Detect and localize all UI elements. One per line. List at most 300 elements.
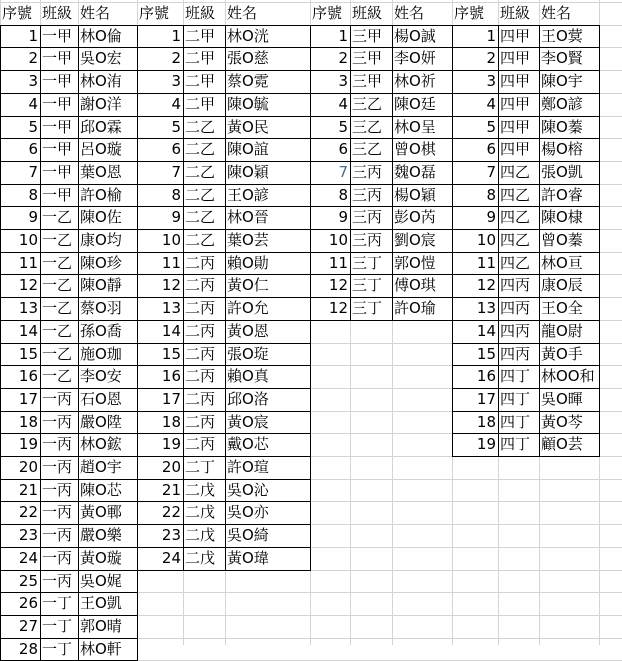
cell-name[interactable]: 嚴O樂	[80, 526, 122, 545]
cell-seq[interactable]: 13	[161, 299, 181, 318]
cell-seq[interactable]: 6	[171, 140, 181, 159]
cell-class[interactable]: 一丙	[42, 458, 73, 476]
cell-name[interactable]: 魏O磊	[394, 162, 436, 181]
cell-name[interactable]: 黃O璇	[80, 548, 122, 567]
cell-name[interactable]: 龍O尉	[541, 321, 583, 340]
cell-seq[interactable]: 21	[18, 480, 38, 499]
cell-class[interactable]: 四甲	[500, 117, 531, 136]
cell-seq[interactable]: 17	[476, 389, 496, 408]
cell-seq[interactable]: 6	[338, 140, 348, 159]
cell-border	[0, 570, 138, 571]
cell-seq[interactable]: 13	[476, 299, 496, 318]
cell-seq[interactable]: 3	[28, 72, 38, 91]
cell-class[interactable]: 二戊	[185, 503, 216, 522]
cell-class[interactable]: 二乙	[185, 162, 216, 181]
cell-class[interactable]: 三丁	[352, 276, 383, 295]
cell-seq[interactable]: 11	[328, 253, 348, 272]
cell-seq[interactable]: 18	[18, 412, 38, 431]
cell-class[interactable]: 一乙	[42, 231, 73, 249]
cell-class[interactable]: 四乙	[500, 253, 531, 272]
header-name-3[interactable]: 姓名	[394, 4, 425, 22]
cell-name[interactable]: 郭O愷	[394, 253, 436, 272]
cell-name[interactable]: 蔡O羽	[80, 299, 122, 318]
cell-seq[interactable]: 2	[486, 49, 496, 68]
cell-border	[0, 501, 138, 502]
cell-border	[0, 479, 138, 480]
cell-border	[310, 184, 453, 185]
cell-seq[interactable]: 10	[476, 231, 496, 249]
cell-class[interactable]: 一乙	[42, 344, 73, 363]
header-seq-2[interactable]: 序號	[139, 4, 170, 22]
cell-class[interactable]: 一甲	[42, 94, 73, 113]
cell-border	[137, 479, 311, 480]
cell-seq[interactable]: 7	[171, 162, 181, 181]
cell-name[interactable]: 吳O綺	[227, 526, 269, 545]
header-class-1[interactable]: 班級	[42, 4, 73, 22]
cell-seq[interactable]: 20	[161, 458, 181, 476]
cell-class[interactable]: 二乙	[185, 140, 216, 159]
cell-seq[interactable]: 20	[18, 458, 38, 476]
cell-class[interactable]: 四乙	[500, 231, 531, 249]
cell-seq[interactable]: 1	[28, 26, 38, 45]
cell-border	[310, 274, 453, 275]
cell-seq[interactable]: 16	[161, 367, 181, 386]
cell-class[interactable]: 三甲	[352, 49, 383, 68]
cell-seq[interactable]: 10	[328, 231, 348, 249]
cell-seq[interactable]: 8	[338, 185, 348, 204]
cell-seq[interactable]: 9	[171, 208, 181, 227]
cell-class[interactable]: 二戊	[185, 480, 216, 499]
cell-name[interactable]: 彭O芮	[394, 208, 436, 227]
cell-border	[452, 388, 600, 389]
cell-name[interactable]: 張O慈	[227, 49, 269, 68]
cell-seq[interactable]: 10	[18, 231, 38, 249]
cell-class[interactable]: 一甲	[42, 26, 73, 45]
cell-class[interactable]: 一丁	[42, 639, 73, 658]
cell-seq[interactable]: 1	[171, 26, 181, 45]
cell-name[interactable]: 劉O宸	[394, 231, 436, 249]
cell-class[interactable]: 二甲	[185, 26, 216, 45]
cell-seq[interactable]: 22	[161, 503, 181, 522]
cell-seq[interactable]: 13	[18, 299, 38, 318]
cell-border	[599, 25, 600, 456]
cell-seq[interactable]: 26	[18, 594, 38, 613]
cell-border	[452, 70, 600, 71]
cell-name[interactable]: 葉O恩	[80, 162, 122, 181]
header-class-3[interactable]: 班級	[352, 4, 383, 22]
cell-name[interactable]: 謝O洋	[80, 94, 122, 113]
cell-class[interactable]: 四丙	[500, 344, 531, 363]
cell-name[interactable]: 戴O芯	[227, 435, 269, 454]
cell-name[interactable]: 顧O芸	[541, 435, 583, 454]
cell-class[interactable]: 二丙	[185, 253, 216, 272]
cell-name[interactable]: 吳O娓	[80, 571, 122, 590]
cell-seq[interactable]: 12	[328, 299, 348, 318]
cell-class[interactable]: 三丁	[352, 299, 383, 318]
cell-seq[interactable]: 2	[171, 49, 181, 68]
cell-border	[452, 116, 600, 117]
cell-name[interactable]: 林O洸	[227, 26, 269, 45]
cell-border	[0, 388, 138, 389]
cell-class[interactable]: 一丙	[42, 571, 73, 590]
cell-class[interactable]: 二丙	[185, 412, 216, 431]
cell-seq[interactable]: 7	[486, 162, 496, 181]
cell-seq[interactable]: 25	[18, 571, 38, 590]
cell-name[interactable]: 李O安	[80, 367, 122, 386]
cell-seq[interactable]: 27	[18, 616, 38, 635]
cell-border	[0, 47, 138, 48]
cell-seq[interactable]: 9	[28, 208, 38, 227]
cell-seq[interactable]: 15	[161, 344, 181, 363]
cell-name[interactable]: 陳O穎	[227, 162, 269, 181]
cell-class[interactable]: 四丁	[500, 435, 531, 454]
cell-seq[interactable]: 16	[18, 367, 38, 386]
cell-border	[137, 411, 311, 412]
cell-name[interactable]: 陳O誼	[227, 140, 269, 159]
cell-name[interactable]: 許O瑄	[227, 458, 269, 476]
cell-seq[interactable]: 9	[486, 208, 496, 227]
cell-class[interactable]: 一丙	[42, 503, 73, 522]
cell-seq[interactable]: 7	[338, 162, 348, 181]
cell-name[interactable]: 施O珈	[80, 344, 122, 363]
cell-seq[interactable]: 3	[486, 72, 496, 91]
cell-seq[interactable]: 4	[486, 94, 496, 113]
cell-class[interactable]: 四丙	[500, 321, 531, 340]
cell-border	[137, 524, 311, 525]
cell-class[interactable]: 一乙	[42, 321, 73, 340]
cell-class[interactable]: 一乙	[42, 253, 73, 272]
cell-seq[interactable]: 17	[18, 389, 38, 408]
cell-seq[interactable]: 23	[18, 526, 38, 545]
cell-border	[0, 25, 138, 26]
cell-name[interactable]: 林OO和	[541, 367, 595, 386]
cell-seq[interactable]: 12	[476, 276, 496, 295]
cell-class[interactable]: 四丙	[500, 299, 531, 318]
cell-class[interactable]: 二戊	[185, 526, 216, 545]
cell-class[interactable]: 二甲	[185, 94, 216, 113]
cell-class[interactable]: 四乙	[500, 208, 531, 227]
cell-name[interactable]: 葉O芸	[227, 231, 269, 249]
cell-name[interactable]: 嚴O陞	[80, 412, 122, 431]
cell-class[interactable]: 一丙	[42, 435, 73, 454]
cell-seq[interactable]: 23	[161, 526, 181, 545]
cell-seq[interactable]: 4	[28, 94, 38, 113]
cell-name[interactable]: 陳O廷	[394, 94, 436, 113]
cell-class[interactable]: 一乙	[42, 208, 73, 227]
cell-class[interactable]: 二乙	[185, 231, 216, 249]
cell-class[interactable]: 二丙	[185, 367, 216, 386]
cell-name[interactable]: 康O辰	[541, 276, 583, 295]
cell-name[interactable]: 蔡O霓	[227, 72, 269, 91]
cell-seq[interactable]: 4	[338, 94, 348, 113]
cell-class[interactable]: 一丙	[42, 548, 73, 567]
cell-class[interactable]: 二乙	[185, 185, 216, 204]
header-seq-3[interactable]: 序號	[312, 4, 343, 22]
cell-seq[interactable]: 18	[161, 412, 181, 431]
cell-class[interactable]: 一甲	[42, 185, 73, 204]
cell-class[interactable]: 四甲	[500, 72, 531, 91]
cell-name[interactable]: 陳O珍	[80, 253, 122, 272]
cell-name[interactable]: 陳O毓	[227, 94, 269, 113]
cell-name[interactable]: 吳O暉	[541, 389, 583, 408]
cell-seq[interactable]: 11	[161, 253, 181, 272]
cell-class[interactable]: 一丙	[42, 389, 73, 408]
cell-border	[310, 25, 311, 320]
cell-seq[interactable]: 6	[486, 140, 496, 159]
header-seq-4[interactable]: 序號	[454, 4, 485, 22]
cell-name[interactable]: 林O晉	[227, 208, 269, 227]
header-seq-1[interactable]: 序號	[2, 4, 33, 22]
cell-name[interactable]: 黃O芩	[541, 412, 583, 431]
cell-name[interactable]: 林O倫	[80, 26, 122, 45]
cell-class[interactable]: 四乙	[500, 185, 531, 204]
cell-class[interactable]: 三甲	[352, 72, 383, 91]
cell-seq[interactable]: 18	[476, 412, 496, 431]
cell-seq[interactable]: 24	[161, 548, 181, 567]
cell-border	[452, 161, 600, 162]
cell-border	[0, 274, 138, 275]
cell-seq[interactable]: 9	[338, 208, 348, 227]
cell-name[interactable]: 許O榆	[80, 185, 122, 204]
cell-name[interactable]: 王O全	[541, 299, 583, 318]
cell-border	[310, 297, 453, 298]
cell-name[interactable]: 邱O洛	[227, 389, 269, 408]
cell-seq[interactable]: 5	[28, 117, 38, 136]
cell-seq[interactable]: 1	[486, 26, 496, 45]
cell-name[interactable]: 張O琁	[227, 344, 269, 363]
cell-border	[539, 25, 540, 456]
cell-seq[interactable]: 19	[161, 435, 181, 454]
cell-seq[interactable]: 24	[18, 548, 38, 567]
cell-name[interactable]: 楊O穎	[394, 185, 436, 204]
cell-name[interactable]: 黃O民	[227, 117, 269, 136]
cell-class[interactable]: 一乙	[42, 276, 73, 295]
cell-name[interactable]: 呂O璇	[80, 140, 122, 159]
cell-class[interactable]: 三丁	[352, 253, 383, 272]
cell-name[interactable]: 黃O手	[541, 344, 583, 363]
cell-class[interactable]: 三丙	[352, 208, 383, 227]
cell-name[interactable]: 林O祈	[394, 72, 436, 91]
cell-name[interactable]: 陳O宇	[541, 72, 583, 91]
cell-class[interactable]: 二甲	[185, 72, 216, 91]
cell-border	[0, 524, 138, 525]
cell-seq[interactable]: 8	[28, 185, 38, 204]
cell-name[interactable]: 吳O亦	[227, 503, 269, 522]
cell-seq[interactable]: 15	[476, 344, 496, 363]
cell-seq[interactable]: 14	[18, 321, 38, 340]
cell-class[interactable]: 二丙	[185, 435, 216, 454]
cell-class[interactable]: 三丙	[352, 231, 383, 249]
cell-name[interactable]: 邱O霖	[80, 117, 122, 136]
cell-name[interactable]: 林O洧	[80, 72, 122, 91]
cell-class[interactable]: 三乙	[352, 94, 383, 113]
cell-border	[137, 547, 311, 548]
cell-class[interactable]: 四甲	[500, 49, 531, 68]
cell-name[interactable]: 林O呈	[394, 117, 436, 136]
cell-border	[0, 70, 138, 71]
cell-class[interactable]: 三丙	[352, 162, 383, 181]
cell-seq[interactable]: 6	[28, 140, 38, 159]
cell-border	[137, 25, 138, 570]
cell-seq[interactable]: 12	[161, 276, 181, 295]
cell-class[interactable]: 二甲	[185, 49, 216, 68]
cell-class[interactable]: 一乙	[42, 299, 73, 318]
cell-name[interactable]: 許O瑜	[394, 299, 436, 318]
cell-name[interactable]: 石O恩	[80, 389, 122, 408]
cell-class[interactable]: 一丙	[42, 480, 73, 499]
cell-seq[interactable]: 8	[486, 185, 496, 204]
cell-seq[interactable]: 8	[171, 185, 181, 204]
cell-name[interactable]: 李O賢	[541, 49, 583, 68]
cell-border	[0, 229, 138, 230]
cell-name[interactable]: 楊O誠	[394, 26, 436, 45]
cell-name[interactable]: 吳O沁	[227, 480, 269, 499]
cell-border	[310, 161, 453, 162]
cell-name[interactable]: 黃O恩	[227, 321, 269, 340]
cell-name[interactable]: 陳O芯	[80, 480, 122, 499]
cell-seq[interactable]: 11	[18, 253, 38, 272]
cell-seq[interactable]: 15	[18, 344, 38, 363]
cell-class[interactable]: 二丙	[185, 321, 216, 340]
cell-name[interactable]: 陳O佐	[80, 208, 122, 227]
cell-name[interactable]: 陳O棣	[541, 208, 583, 227]
cell-name[interactable]: 許O允	[227, 299, 269, 318]
cell-name[interactable]: 賴O勛	[227, 253, 269, 272]
cell-border	[0, 456, 138, 457]
cell-name[interactable]: 鄭O諺	[541, 94, 583, 113]
cell-class[interactable]: 一甲	[42, 162, 73, 181]
cell-name[interactable]: 曾O蓁	[541, 231, 583, 249]
cell-seq[interactable]: 21	[161, 480, 181, 499]
cell-border	[452, 343, 600, 344]
header-class-2[interactable]: 班級	[185, 4, 216, 22]
cell-seq[interactable]: 5	[338, 117, 348, 136]
header-name-4[interactable]: 姓名	[541, 4, 572, 22]
cell-name[interactable]: 張O凱	[541, 162, 583, 181]
cell-seq[interactable]: 22	[18, 503, 38, 522]
cell-seq[interactable]: 17	[161, 389, 181, 408]
cell-border	[137, 138, 311, 139]
cell-seq[interactable]: 28	[18, 639, 38, 658]
cell-class[interactable]: 四甲	[500, 94, 531, 113]
cell-class[interactable]: 二戊	[185, 548, 216, 567]
cell-class[interactable]: 三甲	[352, 26, 383, 45]
cell-name[interactable]: 王O諺	[227, 185, 269, 204]
cell-class[interactable]: 一乙	[42, 367, 73, 386]
cell-class[interactable]: 一甲	[42, 72, 73, 91]
cell-name[interactable]: 陳O靜	[80, 276, 122, 295]
cell-name[interactable]: 吳O宏	[80, 49, 122, 68]
cell-class[interactable]: 二丙	[185, 299, 216, 318]
cell-class[interactable]: 四乙	[500, 162, 531, 181]
cell-seq[interactable]: 16	[476, 367, 496, 386]
cell-name[interactable]: 黃O仁	[227, 276, 269, 295]
cell-class[interactable]: 二丁	[185, 458, 216, 476]
cell-border	[498, 25, 499, 456]
cell-name[interactable]: 楊O榕	[541, 140, 583, 159]
cell-name[interactable]: 黃O鄆	[80, 503, 122, 522]
cell-border	[137, 320, 311, 321]
cell-border	[0, 592, 138, 593]
cell-class[interactable]: 三乙	[352, 140, 383, 159]
cell-class[interactable]: 四丁	[500, 389, 531, 408]
cell-seq[interactable]: 19	[18, 435, 38, 454]
cell-seq[interactable]: 14	[161, 321, 181, 340]
cell-class[interactable]: 二丙	[185, 344, 216, 363]
header-name-2[interactable]: 姓名	[227, 4, 258, 22]
cell-border	[137, 501, 311, 502]
cell-class[interactable]: 四丁	[500, 367, 531, 386]
cell-seq[interactable]: 12	[18, 276, 38, 295]
cell-class[interactable]: 四丁	[500, 412, 531, 431]
cell-class[interactable]: 四甲	[500, 26, 531, 45]
cell-name[interactable]: 許O睿	[541, 185, 583, 204]
cell-name[interactable]: 王O蓂	[541, 26, 583, 45]
cell-name[interactable]: 林O亘	[541, 253, 583, 272]
cell-class[interactable]: 一甲	[42, 140, 73, 159]
cell-class[interactable]: 四丙	[500, 276, 531, 295]
cell-name[interactable]: 李O妍	[394, 49, 436, 68]
cell-class[interactable]: 三乙	[352, 117, 383, 136]
cell-seq[interactable]: 2	[338, 49, 348, 68]
header-name-1[interactable]: 姓名	[80, 4, 111, 22]
cell-seq[interactable]: 1	[338, 26, 348, 45]
cell-class[interactable]: 一丁	[42, 616, 73, 635]
cell-name[interactable]: 傅O琪	[394, 276, 436, 295]
cell-class[interactable]: 一丙	[42, 526, 73, 545]
cell-seq[interactable]: 3	[171, 72, 181, 91]
cell-border	[392, 25, 393, 320]
cell-seq[interactable]: 19	[476, 435, 496, 454]
cell-class[interactable]: 四甲	[500, 140, 531, 159]
cell-seq[interactable]: 14	[476, 321, 496, 340]
cell-name[interactable]: 林O鋐	[80, 435, 122, 454]
cell-name[interactable]: 林O軒	[80, 639, 122, 658]
cell-class[interactable]: 二丙	[185, 389, 216, 408]
cell-name[interactable]: 曾O棋	[394, 140, 436, 159]
cell-seq[interactable]: 4	[171, 94, 181, 113]
cell-seq[interactable]: 5	[171, 117, 181, 136]
cell-seq[interactable]: 5	[486, 117, 496, 136]
cell-class[interactable]: 一甲	[42, 49, 73, 68]
cell-name[interactable]: 賴O真	[227, 367, 269, 386]
cell-seq[interactable]: 12	[328, 276, 348, 295]
cell-class[interactable]: 一甲	[42, 117, 73, 136]
cell-name[interactable]: 郭O晴	[80, 616, 122, 635]
cell-name[interactable]: 王O凱	[80, 594, 122, 613]
cell-name[interactable]: 黃O宸	[227, 412, 269, 431]
cell-class[interactable]: 三丙	[352, 185, 383, 204]
cell-seq[interactable]: 10	[161, 231, 181, 249]
cell-border	[137, 116, 311, 117]
cell-name[interactable]: 黃O瑋	[227, 548, 269, 567]
cell-seq[interactable]: 7	[28, 162, 38, 181]
cell-name[interactable]: 康O均	[80, 231, 122, 249]
cell-class[interactable]: 一丁	[42, 594, 73, 613]
header-class-4[interactable]: 班級	[500, 4, 531, 22]
cell-seq[interactable]: 3	[338, 72, 348, 91]
cell-name[interactable]: 孫O喬	[80, 321, 122, 340]
cell-seq[interactable]: 11	[476, 253, 496, 272]
cell-name[interactable]: 趙O宇	[80, 458, 122, 476]
cell-class[interactable]: 二丙	[185, 276, 216, 295]
cell-class[interactable]: 二乙	[185, 117, 216, 136]
cell-name[interactable]: 陳O蓁	[541, 117, 583, 136]
cell-seq[interactable]: 2	[28, 49, 38, 68]
cell-class[interactable]: 一丙	[42, 412, 73, 431]
cell-class[interactable]: 二乙	[185, 208, 216, 227]
cell-border	[0, 547, 138, 548]
